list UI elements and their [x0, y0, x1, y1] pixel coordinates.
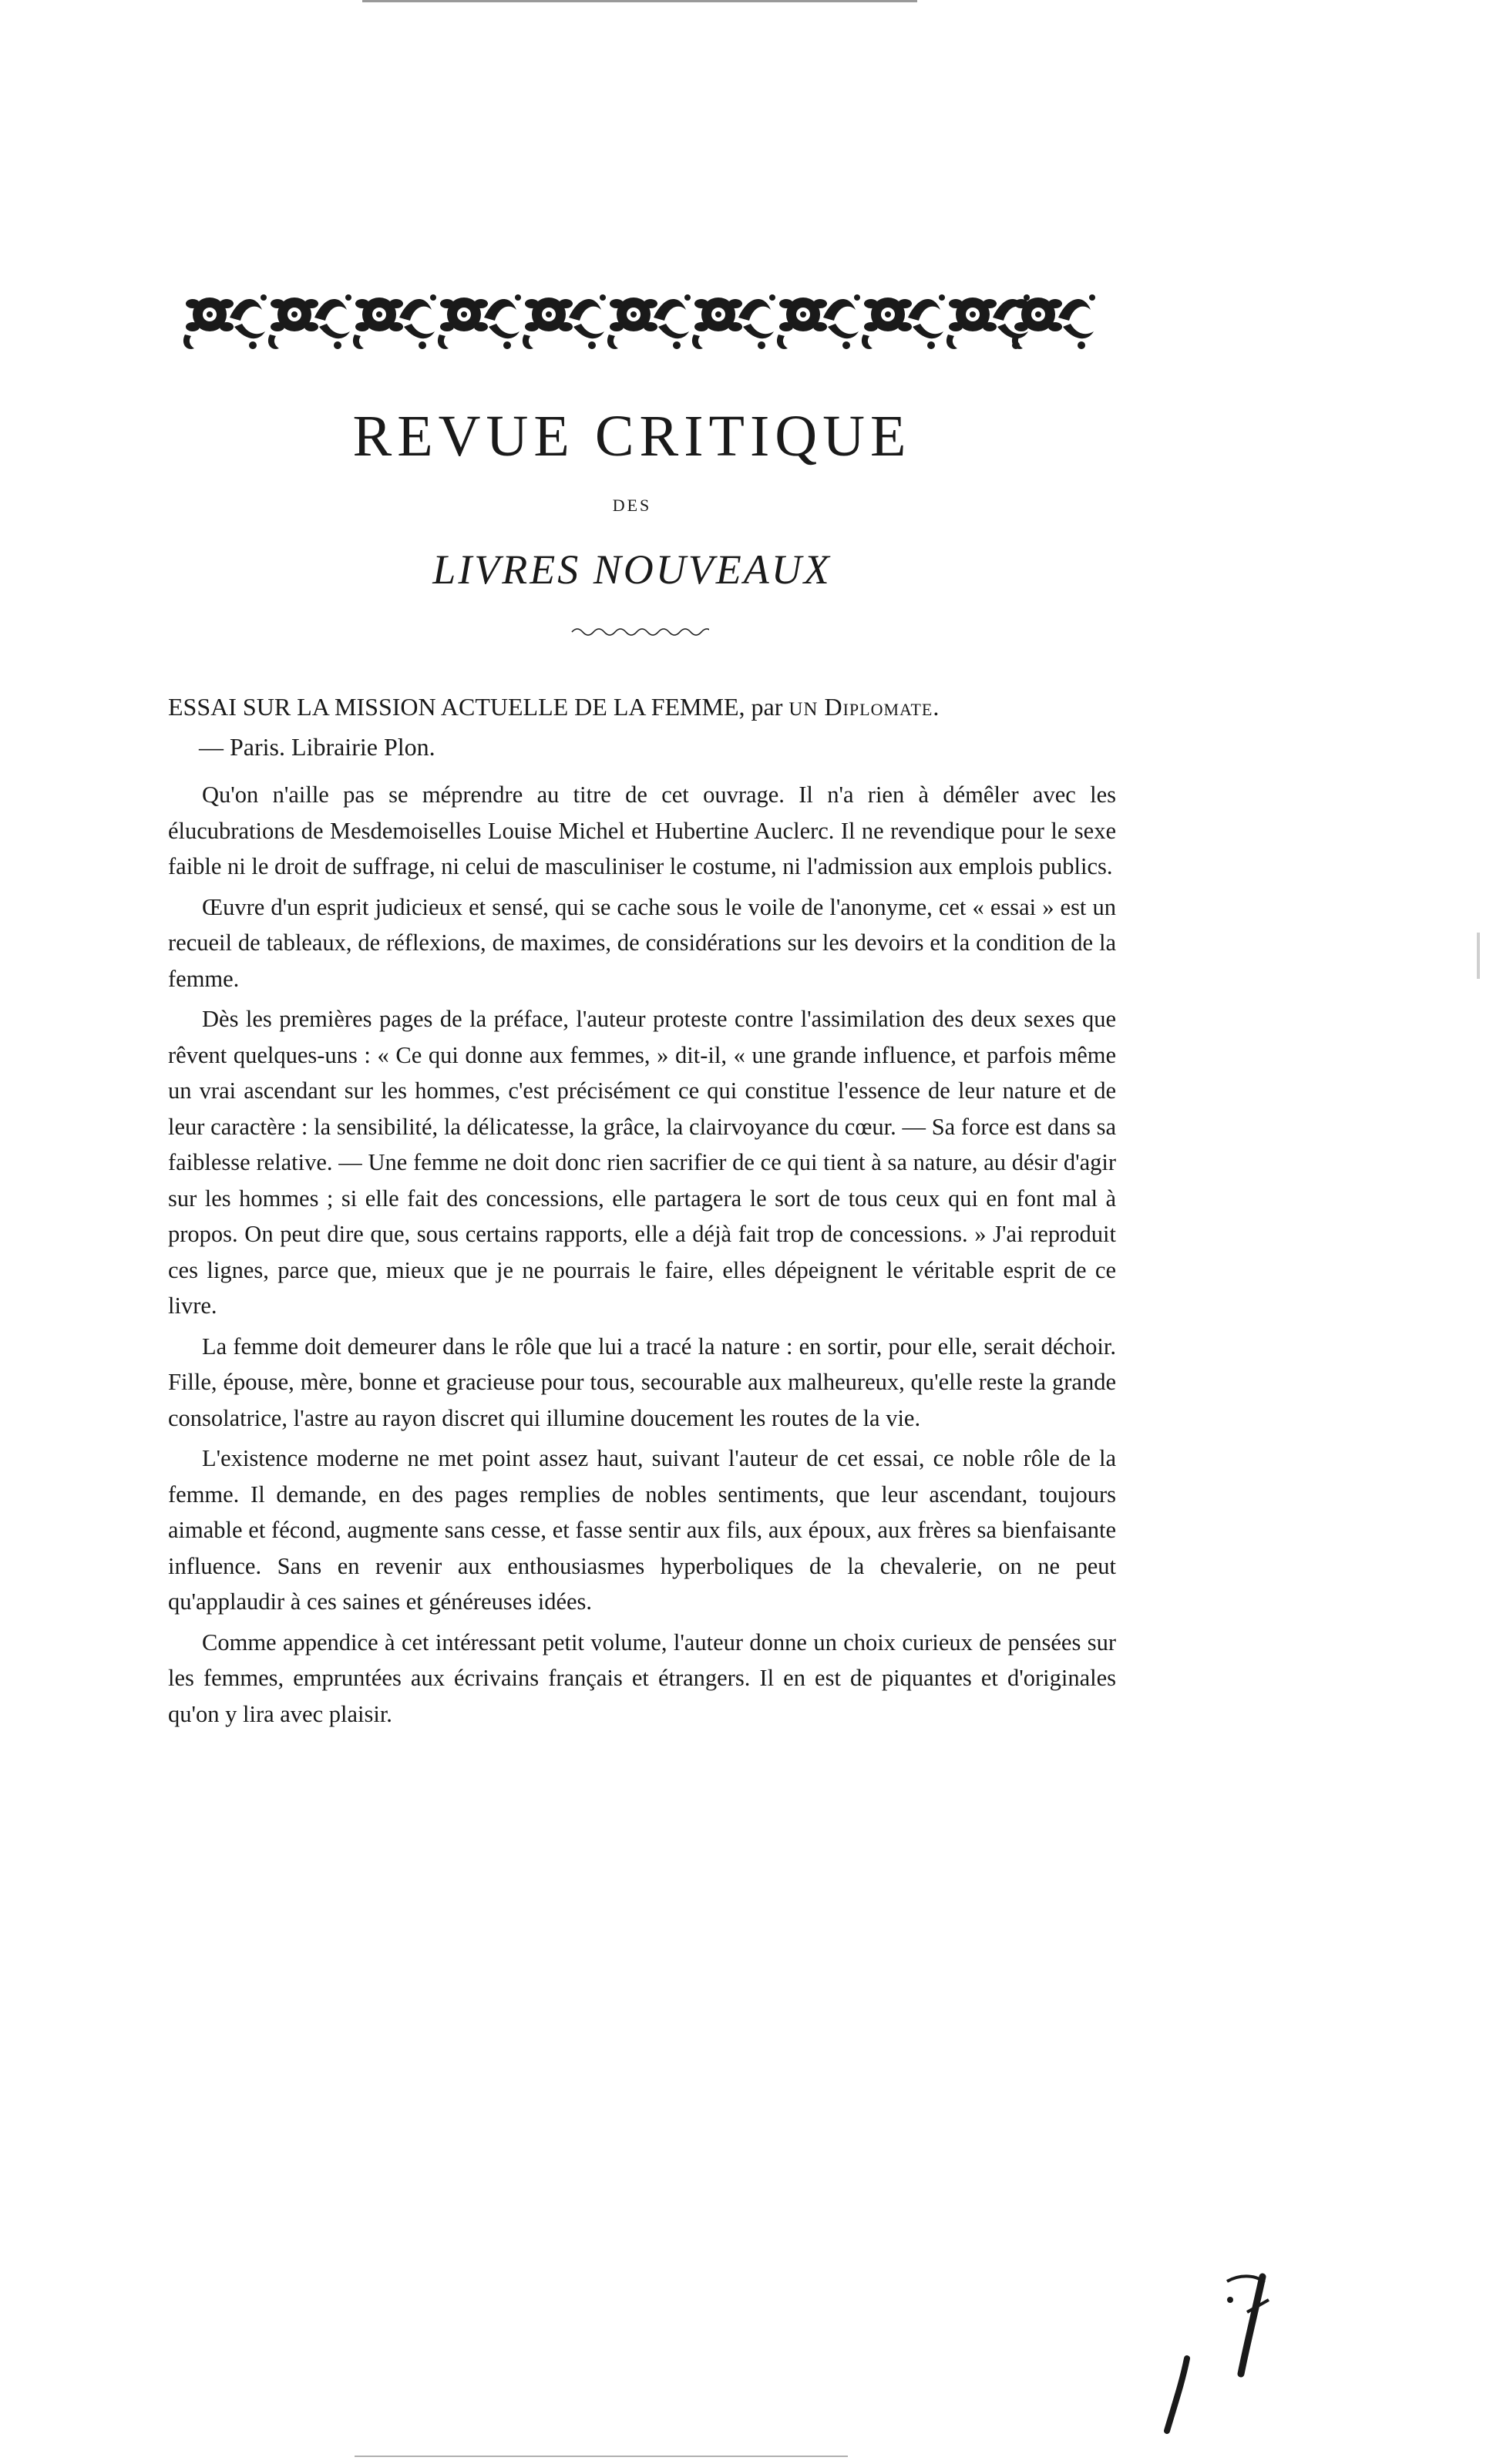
floral-band-icon [179, 287, 1096, 355]
scan-artifact-right [1477, 933, 1480, 979]
author-prefix: UN [788, 699, 819, 720]
author-name [824, 693, 940, 721]
publisher-line: — Paris. Librairie Plon. [199, 733, 435, 761]
book-title: ESSAI SUR LA MISSION ACTUELLE DE LA FEMME, [168, 693, 745, 721]
paragraph: Qu'on n'aille pas se méprendre au titre de cet ouvrage. Il n'a rien à démêler avec les élucubrations de Mesdemoiselles Louise Michel et Hubertine Auclerc. Il ne revendique pour le sexe faible ni le droit de suffrage, ni celui de masculiniser le costume, ni l'admission aux emplois publics. [168, 782, 1116, 879]
scan-artifact-bottom [355, 2456, 848, 2457]
author-name-text: Diplomate. [824, 693, 940, 721]
title-connector: DES [612, 496, 652, 515]
paragraph: Comme appendice à cet intéressant petit volume, l'auteur donne un choix curieux de pensées sur les femmes, empruntées aux écrivains français et étrangers. Il en est de piquantes et d'originales qu'on y lira avec plaisir. [168, 1629, 1116, 1727]
review-body [168, 777, 1116, 1736]
review-heading-line-1 [168, 688, 1124, 728]
paragraph: La femme doit demeurer dans le rôle que lui a tracé la nature : en sortir, pour elle, serait déchoir. Fille, épouse, mère, bonne et gracieuse pour tous, secourable aux malheureux, qu'elle reste la grande consolatrice, l'astre au rayon discret qui illumine doucement les routes de la vie. [168, 1333, 1116, 1431]
page-subtitle: LIVRES NOUVEAUX [432, 546, 832, 593]
squiggle-divider-icon [570, 626, 709, 637]
scan-artifact-top [362, 0, 917, 2]
paragraph: Œuvre d'un esprit judicieux et sensé, qui se cache sous le voile de l'anonyme, cet « essai » est un recueil de tableaux, de réflexions, de maximes, de considérations sur les devoirs et la condition de la femme. [168, 893, 1116, 992]
page-title: REVUE CRITIQUE [352, 404, 912, 469]
review-heading [168, 688, 1124, 765]
handwritten-mark-icon [1156, 2266, 1279, 2435]
paragraph: Dès les premières pages de la préface, l'auteur proteste contre l'assimilation des deux sexes que rêvent quelques-uns : « Ce qui donne aux femmes, » dit-il, « une grande influence, et parfois même un vrai ascendant sur les hommes, c'est précisément ce qui constitue l'essence de leur nature et de leur caractère : la sensibilité, la délicatesse, la grâce, la clairvoyance du cœur. — Sa force est dans sa faiblesse relative. — Une femme ne doit donc rien sacrifier de ce qui tient à sa nature, au désir d'agir sur les hommes ; si elle fait des concessions, elle partagera le sort de tous ceux qui en font mal à propos. On peut dire que, sous certains rapports, elle a déjà fait trop de concessions. » J'ai reproduit ces lignes, parce que, mieux que je ne pourrais le faire, elles dépeignent le véritable esprit de ce livre. [168, 1006, 1116, 1319]
by-word: par [751, 693, 783, 721]
paragraph: L'existence moderne ne met point assez haut, suivant l'auteur de cet essai, ce noble rôle de la femme. Il demande, en des pages remplies de nobles sentiments, que leur ascendant, toujours aimable et fécond, augmente sans cesse, et fasse sentir aux fils, aux époux, aux frères sa bienfaisante influence. Sans en revenir aux enthousiasmes hyperboliques de la chevalerie, on ne peut qu'applaudir à ces saines et généreuses idées. [168, 1445, 1116, 1615]
